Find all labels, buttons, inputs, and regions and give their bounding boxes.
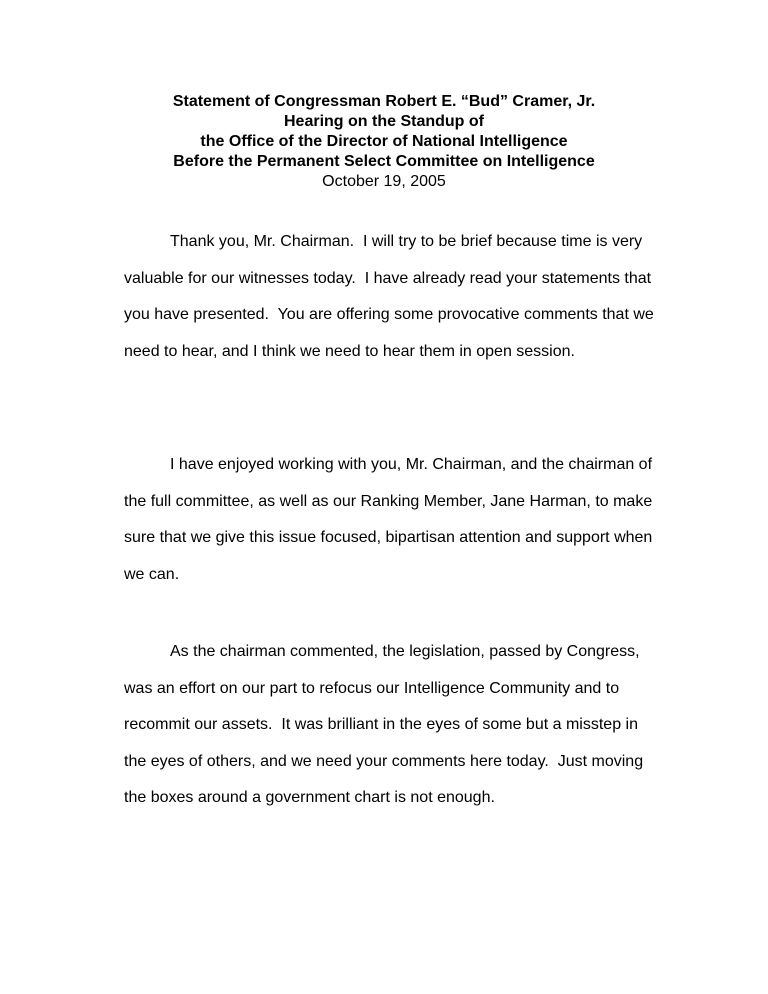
paragraph-2-block <box>124 447 664 593</box>
header-title-line-1: Statement of Congressman Robert E. “Bud” Cramer, Jr. <box>172 93 596 110</box>
paragraph-2: I have enjoyed working with you, Mr. Chairman, and the chairman of the full committee, as well as our Ranking Member, Jane Harman, to make sure that we give this issue focused, bipartisan attention and support when we can. <box>124 456 657 583</box>
paragraph-3: As the chairman commented, the legislation, passed by Congress, was an effort on our part to refocus our Intelligence Community and to recommit our assets. It was brilliant in the eyes of some but a misstep in the eyes of others, and we need your comments here today. Just moving the boxes around a government chart is not enough. <box>124 643 648 806</box>
paragraph-1: Thank you, Mr. Chairman. I will try to be brief because time is very valuable for our witnesses today. I have already read your statements that you have presented. You are offering some provocative comments that we need to hear, and I think we need to hear them in open session. <box>124 233 659 360</box>
header-title-line-3: the Office of the Director of National Intelligence <box>200 133 568 150</box>
statement-header <box>60 92 708 192</box>
paragraph-3-block <box>124 634 664 817</box>
header-title-line-4: Before the Permanent Select Committee on Intelligence <box>173 153 595 170</box>
header-title-line-2: Hearing on the Standup of <box>284 113 484 130</box>
statement-date: October 19, 2005 <box>322 173 446 190</box>
paragraph-1-block <box>124 224 664 370</box>
